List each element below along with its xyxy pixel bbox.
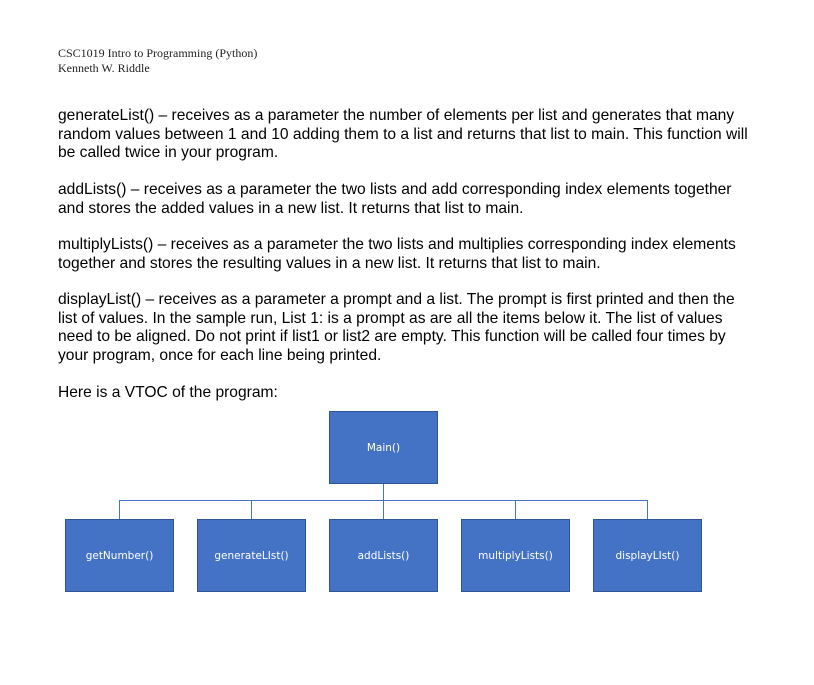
connector-child-4 [515,500,516,520]
vtoc-root-box [329,411,438,484]
vtoc-box-multiply-lists [461,519,570,592]
connector-child-5 [647,500,648,520]
connector-root-down [383,483,384,500]
connector-child-2 [251,500,252,520]
vtoc-label-multiply-lists: multiplyLists() [478,549,553,562]
vtoc-label-get-number: getNumber() [85,549,154,562]
connector-child-1 [119,500,120,520]
author-name: Kenneth W. Riddle [58,61,150,75]
paragraph-vtoc-intro: Here is a VTOC of the program: [58,384,278,401]
vtoc-label-add-lists: addLists() [357,549,410,562]
paragraph-add-lists: addLists() – receives as a parameter the two lists and add corresponding index elements together and stores the added values in a new list. It returns that list to main. [58,181,732,217]
connector-child-3 [383,500,384,520]
vtoc-box-add-lists [329,519,438,592]
vtoc-root-label: Main() [366,441,401,454]
course-title: CSC1019 Intro to Programming (Python) [58,46,258,60]
vtoc-box-generate-list [197,519,306,592]
vtoc-box-get-number [65,519,174,592]
vtoc-label-display-list: displayLIst() [615,549,680,562]
paragraph-display-list: displayList() – receives as a parameter a prompt and a list. The prompt is first printed and then the list of values. In the sample run, List 1: is a prompt as are all the items below it. The list of values need to be aligned. Do not print if list1 or list2 are empty. This function will be called four times by your program, once for each line being printed. [58,291,735,364]
paragraph-multiply-lists: multiplyLists() – receives as a parameter the two lists and multiplies corresponding index elements together and stores the resulting values in a new list. It returns that list to main. [58,236,736,272]
vtoc-label-generate-list: generateLIst() [214,549,289,562]
vtoc-box-display-list [593,519,702,592]
paragraph-generate-list: generateList() – receives as a parameter the number of elements per list and generates that many random values between 1 and 10 adding them to a list and returns that list to main. This function will be called twice in your program. [58,107,748,161]
